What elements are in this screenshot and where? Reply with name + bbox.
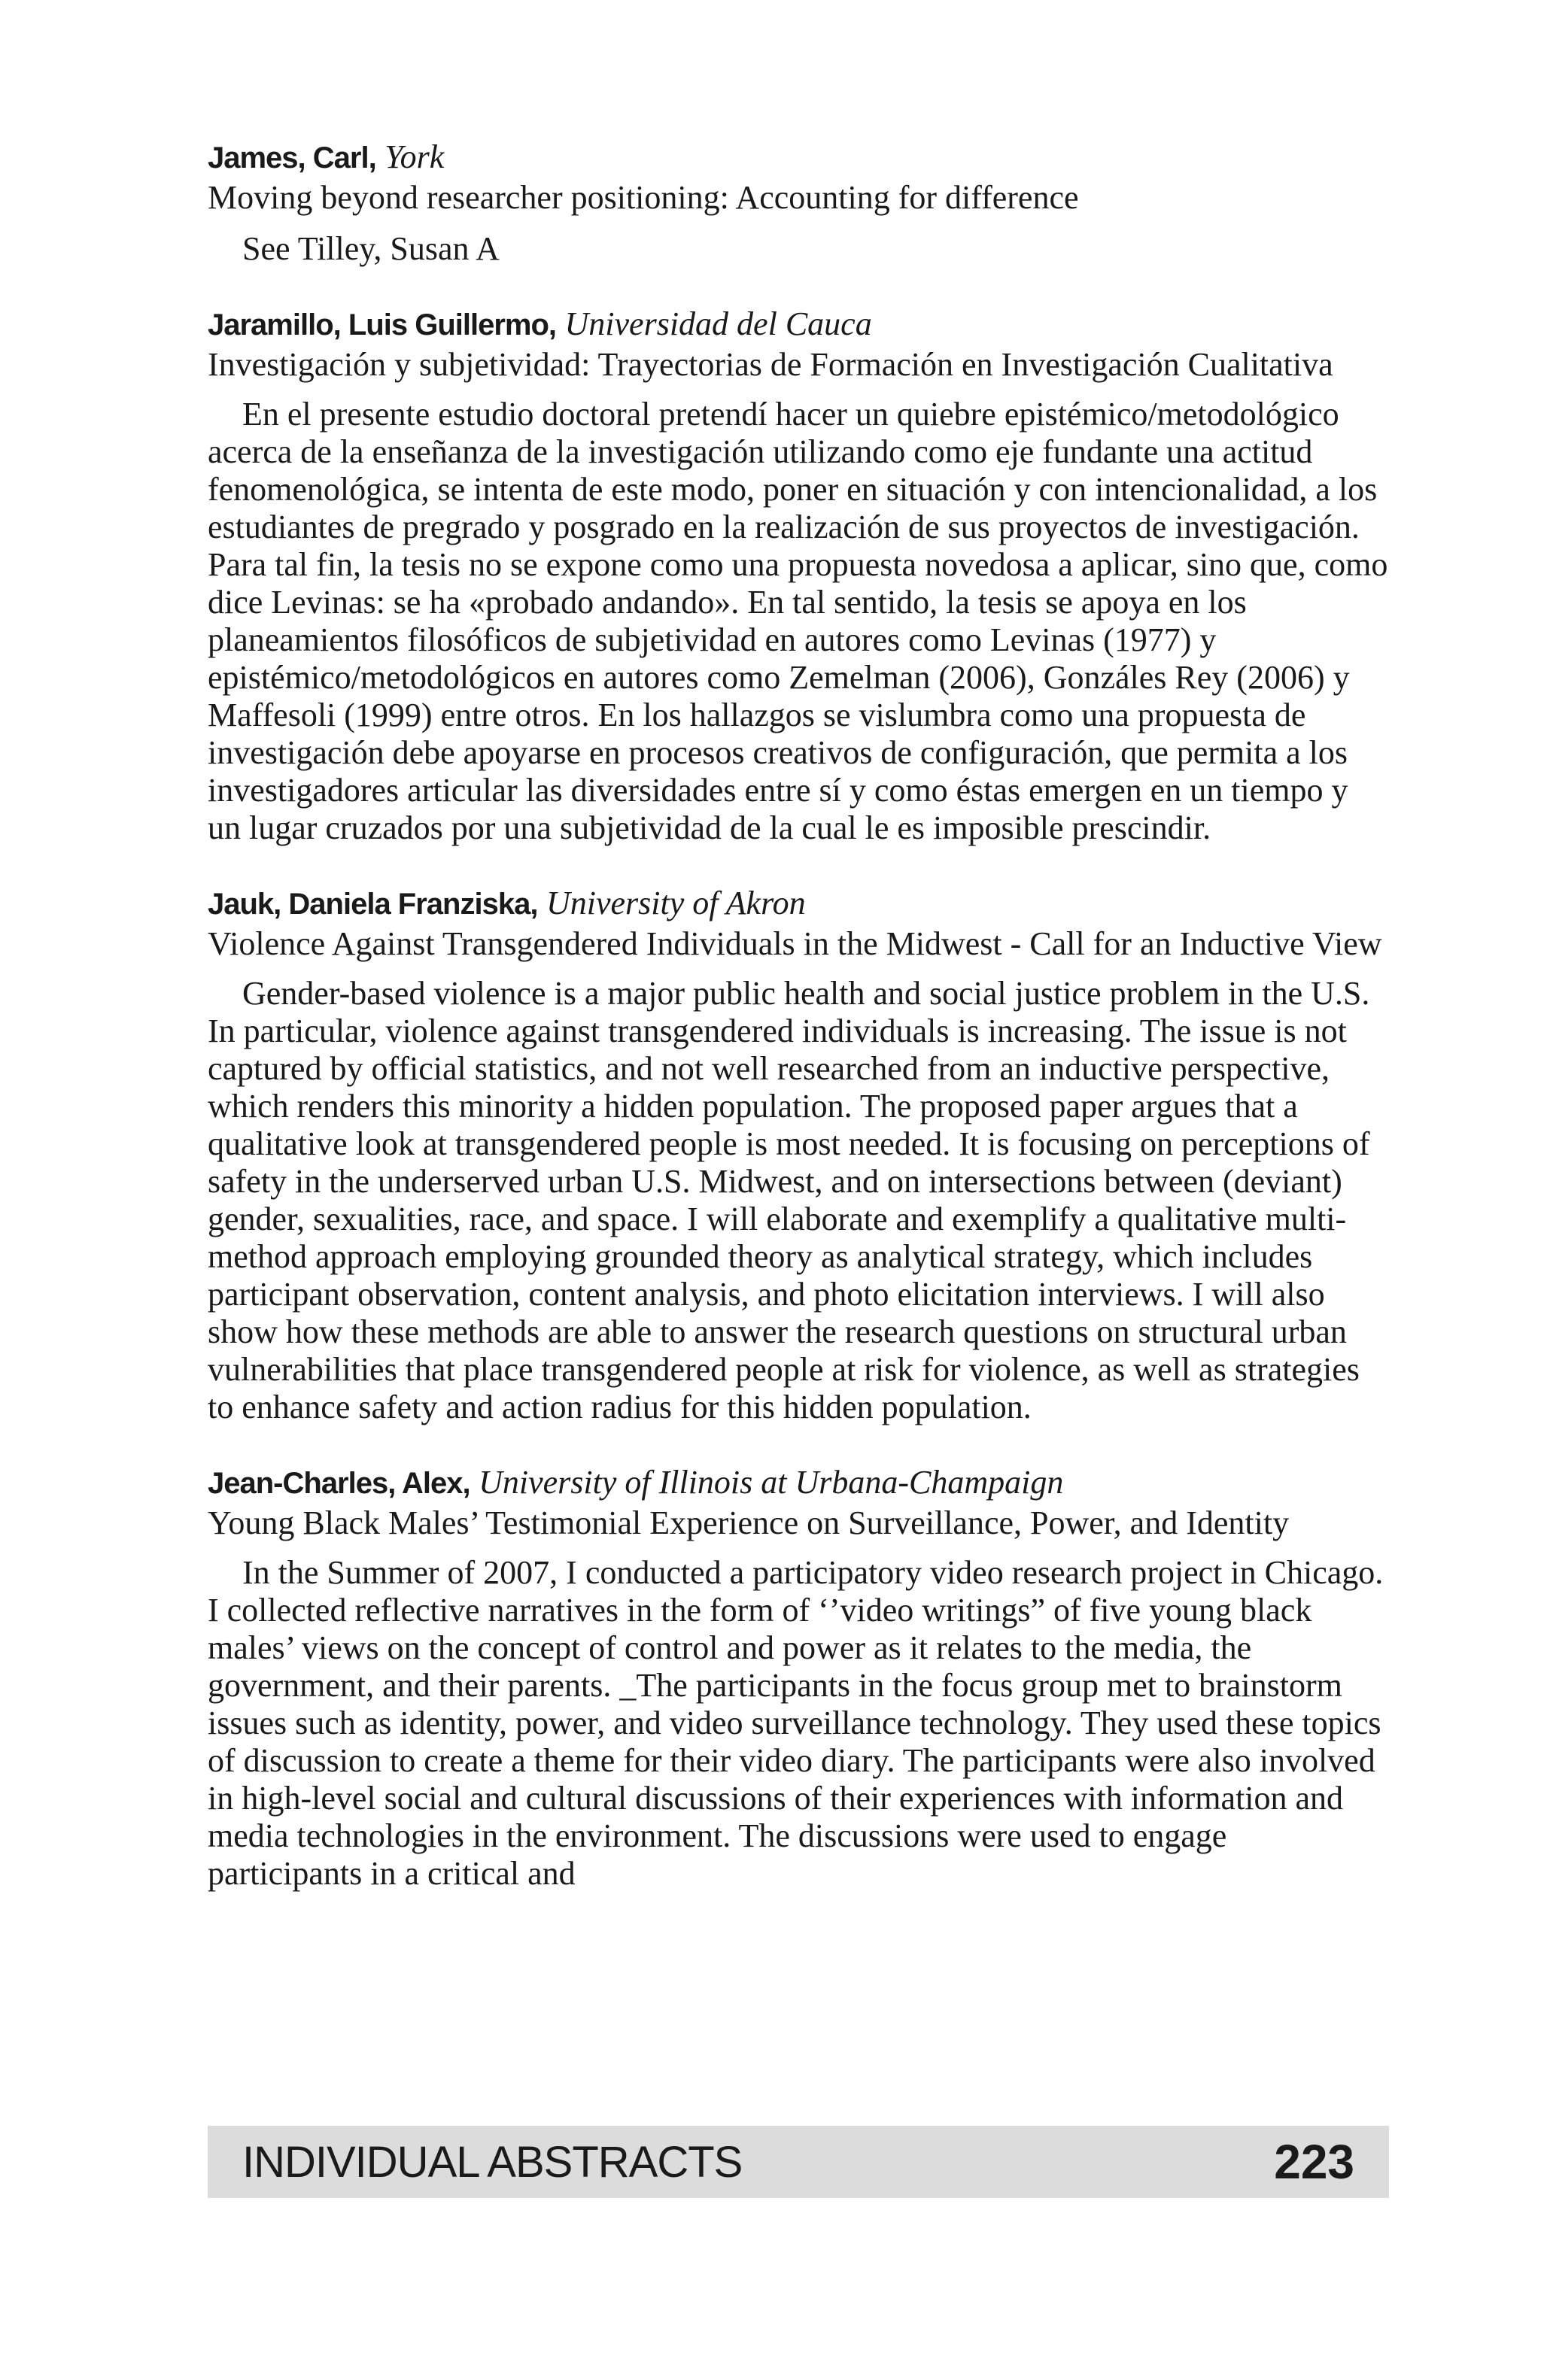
paper-title: Investigación y subjetividad: Trayectorias de Formación en Investigación Cualitativa — [208, 346, 1333, 383]
author-name: Jauk, Daniela Franziska, — [208, 888, 538, 921]
paper-title: Moving beyond researcher positioning: Accounting for difference — [208, 179, 1079, 216]
author-line — [208, 135, 1389, 179]
abstract-entry — [208, 1461, 1389, 1893]
paper-title: Young Black Males’ Testimonial Experience on Surveillance, Power, and Identity — [208, 1504, 1290, 1541]
author-line — [208, 882, 1389, 925]
affiliation: University of Akron — [546, 885, 806, 921]
paper-title: Violence Against Transgendered Individuals in the Midwest - Call for an Inductive View — [208, 925, 1382, 962]
page-footer — [208, 2126, 1389, 2198]
abstract-text: Gender-based violence is a major public health and social justice problem in the U.S. In particular, violence against transgendered individuals is increasing. The issue is not captured by official statistics, and not well researched from an inductive perspective, which renders this minority a hidden population. The proposed paper argues that a qualitative look at transgendered people is most needed. It is focusing on perceptions of safety in the underserved urban U.S. Midwest, and on intersections between (deviant) gender, sexualities, race, and space. I will elaborate and exemplify a qualitative multi-method approach employing grounded theory as analytical strategy, which includes participant observation, content analysis, and photo elicitation interviews. I will also show how these methods are able to answer the research questions on structural urban vulnerabilities that place transgendered people at risk for violence, as well as strategies to enhance safety and action radius for this hidden population. — [208, 975, 1370, 1425]
author-name: Jaramillo, Luis Guillermo, — [208, 308, 557, 342]
author-line — [208, 1461, 1389, 1504]
see-also-reference: See Tilley, Susan A — [242, 230, 500, 267]
author-name: James, Carl, — [208, 141, 376, 175]
author-name: Jean-Charles, Alex, — [208, 1467, 470, 1500]
page-number: 223 — [1274, 2135, 1354, 2189]
affiliation: Universidad del Cauca — [564, 305, 872, 342]
affiliation: University of Illinois at Urbana-Champaign — [479, 1464, 1064, 1501]
abstract-text: En el presente estudio doctoral pretendí hacer un quiebre epistémico/metodológico acerca de la enseñanza de la investigación utilizando como eje fundante una actitud fenomenológica, se intenta de este modo, poner en situación y con intencionalidad, a los estudiantes de pregrado y posgrado en la realización de sus proyectos de investigación. Para tal fin, la tesis no se expone como una propuesta novedosa a aplicar, sino que, como dice Levinas: se ha «probado andando». En tal sentido, la tesis se apoya en los planeamientos filosóficos de subjetividad en autores como Levinas (1977) y epistémico/metodológicos en autores como Zemelman (2006), Gonzáles Rey (2006) y Maffesoli (1999) entre otros. En los hallazgos se vislumbra como una propuesta de investigación debe apoyarse en procesos creativos de configuración, que permita a los investigadores articular las diversidades entre sí y como éstas emergen en un tiempo y un lugar cruzados por una subjetividad de la cual le es imposible prescindir. — [208, 396, 1388, 846]
author-line — [208, 302, 1389, 346]
abstracts-column — [208, 135, 1389, 1927]
section-title: INDIVIDUAL ABSTRACTS — [242, 2137, 743, 2187]
abstract-entry — [208, 882, 1389, 1426]
affiliation: York — [384, 138, 445, 175]
abstract-entry — [208, 135, 1389, 268]
abstract-entry — [208, 302, 1389, 847]
abstract-text: In the Summer of 2007, I conducted a participatory video research project in Chicago. I collected reflective narratives in the form of ‘’video writings” of five young black males’ views on the concept of control and power as it relates to the media, the government, and their parents. _The participants in the focus group met to brainstorm issues such as identity, power, and video surveillance technology. They used these topics of discussion to create a theme for their video diary. The participants were also involved in high-level social and cultural discussions of their experiences with information and media technologies in the environment. The discussions were used to engage participants in a critical and — [208, 1554, 1384, 1892]
